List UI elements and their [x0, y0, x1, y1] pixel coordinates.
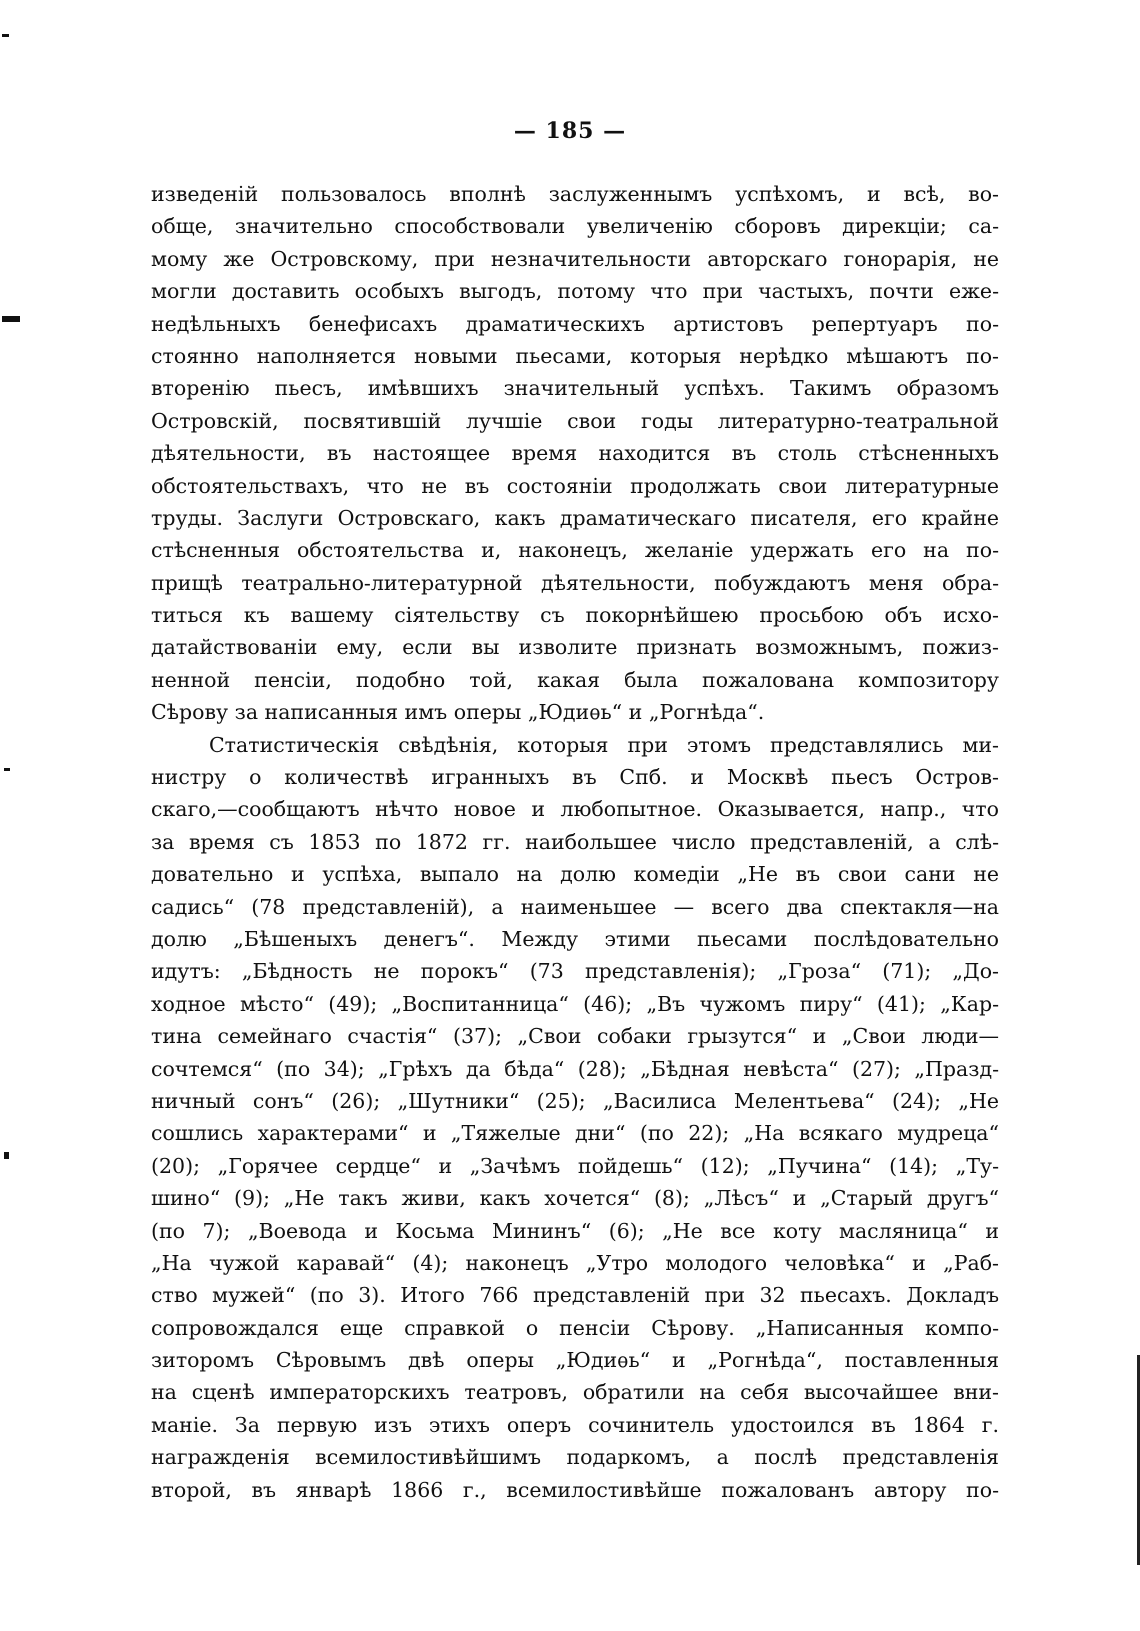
- text-line: за время съ 1853 по 1872 гг. наибольшее число представленiй, а слѣ-: [151, 829, 999, 854]
- scan-mark: [2, 316, 20, 322]
- text-line: датайствованiи ему, если вы изволите признать возможнымъ, пожиз-: [151, 635, 999, 660]
- text-line: обстоятельствахъ, что не въ состоянiи продолжать свои литературные: [151, 473, 999, 498]
- paragraph-2: [151, 729, 999, 1506]
- text-line: скаго,—сообщаютъ нѣчто новое и любопытное. Оказывается, напр., что: [151, 797, 999, 822]
- text-line: ничный сонъ“ (26); „Шутники“ (25); „Василиса Мелентьева“ (24); „Не: [151, 1088, 999, 1113]
- text-line: ходное мѣсто“ (49); „Воспитанница“ (46); „Въ чужомъ пиру“ (41); „Кар-: [151, 991, 999, 1016]
- text-line: обще, значительно способствовали увеличенiю сборовъ дирекцiи; са-: [151, 214, 999, 239]
- text-line: сопровождался еще справкой о пенсiи Сѣрову. „Написанныя компо-: [151, 1315, 999, 1340]
- text-line: (20); „Горячее сердце“ и „Зачѣмъ пойдешь“ (12); „Пучина“ (14); „Ту-: [151, 1153, 999, 1178]
- text-line: (по 7); „Воевода и Косьма Мининъ“ (6); „Не все коту масляница“ и: [151, 1218, 999, 1243]
- text-line: недѣльныхъ бенефисахъ драматическихъ артистовъ репертуаръ по-: [151, 311, 999, 336]
- body-text: [151, 178, 999, 1506]
- text-line: нистру о количествѣ игранныхъ въ Спб. и Москвѣ пьесъ Остров-: [151, 765, 999, 790]
- text-line: изведенiй пользовалось вполнѣ заслуженнымъ успѣхомъ, и всѣ, во-: [151, 182, 999, 206]
- text-line: ство мужей“ (по 3). Итого 766 представленiй при 32 пьесахъ. Докладъ: [151, 1283, 999, 1308]
- text-line: Островскiй, посвятившiй лучшiе свои годы литературно-театральной: [151, 408, 999, 433]
- text-line: прищѣ театрально-литературной дѣятельности, побуждаютъ меня обра-: [151, 570, 999, 595]
- text-line: манiе. За первую изъ этихъ оперъ сочинитель удостоился въ 1864 г.: [151, 1412, 999, 1437]
- scan-mark: [2, 34, 9, 37]
- text-line: долю „Бѣшеныхъ денегъ“. Между этими пьесами послѣдовательно: [151, 926, 999, 951]
- text-line: сошлись характерами“ и „Тяжелые дни“ (по 22); „На всякаго мудреца“: [151, 1121, 999, 1146]
- text-line: стоянно наполняется новыми пьесами, которыя нерѣдко мѣшаютъ по-: [151, 343, 999, 368]
- paragraph-1: [151, 178, 999, 729]
- text-line: дѣятельности, въ настоящее время находится въ столь стѣсненныхъ: [151, 441, 999, 466]
- text-line: тина семейнаго счастiя“ (37); „Свои собаки грызутся“ и „Свои люди—: [151, 1024, 999, 1049]
- text-line: Сѣрову за написанныя имъ оперы „Юдиѳь“ и „Рогнѣда“.: [151, 700, 765, 725]
- text-line: мому же Островскому, при незначительности авторскаго гонорарiя, не: [151, 246, 999, 271]
- text-line: довательно и успѣха, выпало на долю комедiи „Не въ свои сани не: [151, 862, 999, 887]
- text-line: сочтемся“ (по 34); „Грѣхъ да бѣда“ (28); „Бѣдная невѣста“ (27); „Празд-: [151, 1056, 999, 1081]
- text-line: на сценѣ императорскихъ театровъ, обратили на себя высочайшее вни-: [151, 1380, 999, 1405]
- text-line: стѣсненныя обстоятельства и, наконецъ, желанiе удержать его на по-: [151, 538, 999, 563]
- text-line: ненной пенсiи, подобно той, какая была пожалована композитору: [151, 667, 999, 692]
- text-line: шино“ (9); „Не такъ живи, какъ хочется“ (8); „Лѣсъ“ и „Старый другъ“: [151, 1186, 999, 1211]
- scan-mark: [4, 768, 10, 771]
- text-line: награжденiя всемилостивѣйшимъ подаркомъ, а послѣ представленiя: [151, 1445, 999, 1470]
- text-line: вторенiю пьесъ, имѣвшихъ значительный успѣхъ. Такимъ образомъ: [151, 376, 999, 401]
- text-line: могли доставить особыхъ выгодъ, потому что при частыхъ, почти еже-: [151, 279, 999, 304]
- text-line: титься къ вашему сiятельству съ покорнѣйшею просьбою объ исхо-: [151, 603, 999, 628]
- text-line: труды. Заслуги Островскаго, какъ драматическаго писателя, его крайне: [151, 505, 999, 530]
- scan-mark: [4, 1152, 9, 1159]
- text-line: второй, въ январѣ 1866 г., всемилостивѣйше пожалованъ автору по-: [151, 1477, 999, 1502]
- text-line: зиторомъ Сѣровымъ двѣ оперы „Юдиѳь“ и „Рогнѣда“, поставленныя: [151, 1348, 999, 1373]
- text-line: идутъ: „Бѣдность не порокъ“ (73 представленiя); „Гроза“ (71); „До-: [151, 959, 999, 984]
- text-line: Статистическiя свѣдѣнiя, которыя при этомъ представлялись ми-: [209, 732, 999, 757]
- text-line: садись“ (78 представленiй), а наименьшее — всего два спектакля—на: [151, 894, 999, 919]
- page-number: — 185 —: [513, 118, 627, 144]
- text-line: „На чужой каравай“ (4); наконецъ „Утро молодого человѣка“ и „Раб-: [151, 1250, 999, 1275]
